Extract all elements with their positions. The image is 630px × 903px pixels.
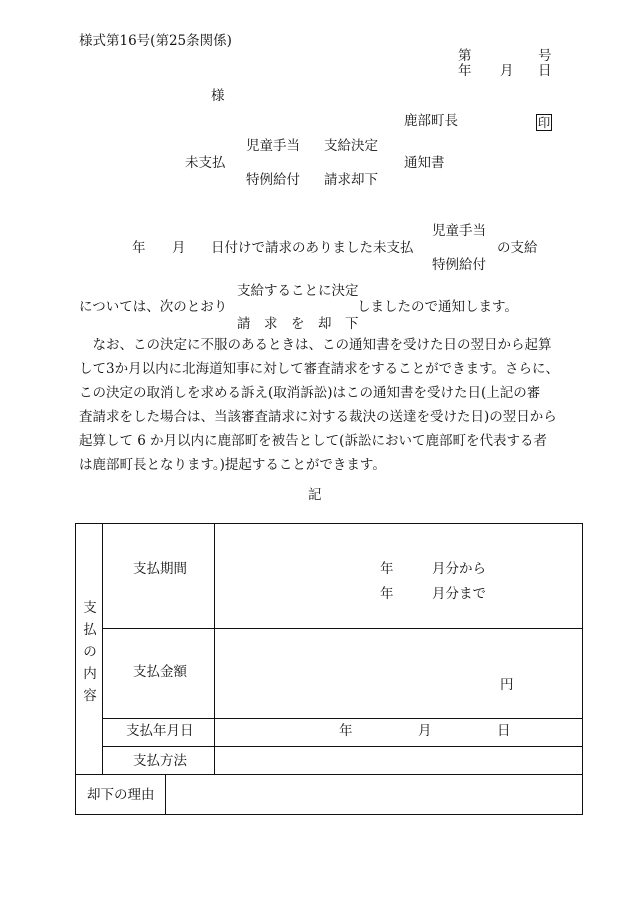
doc-date-year: 年 — [458, 63, 472, 79]
body-allowance-top: 児童手当 — [432, 223, 486, 239]
rejection-label: 却下の理由 — [87, 787, 155, 803]
body-line2-end: しましたので通知します。 — [357, 299, 518, 315]
table-line — [76, 774, 583, 775]
group-label-char: 内 — [83, 666, 97, 682]
group-label-char: 容 — [83, 688, 97, 704]
period-from-month: 月分から — [432, 561, 486, 577]
title-allowance-top: 児童手当 — [246, 138, 300, 154]
title-allowance-bottom: 特例給付 — [246, 172, 300, 188]
notice-line: して3か月以内に北海道知事に対して審査請求をすることができます。さらに、 — [79, 361, 560, 377]
group-label — [83, 597, 97, 707]
issuer-name: 鹿部町長 — [404, 113, 458, 129]
body-line1-text: 日付けで請求のありました未支払 — [211, 240, 414, 256]
notice-line: この決定の取消しを求める訴え(取消訴訟)はこの通知書を受けた日(上記の審 — [79, 385, 541, 401]
table-line — [102, 628, 583, 629]
body-year: 年 — [132, 240, 146, 256]
body-allowance-bottom: 特例給付 — [432, 257, 486, 273]
notice-line: 起算して 6 か月以内に鹿部町を被告として(訴訟において鹿部町を代表する者 — [79, 433, 547, 449]
doc-date-day: 日 — [538, 63, 552, 79]
notice-line: は鹿部町長となります。)提起することができます。 — [79, 457, 386, 473]
title-decision-bottom: 請求却下 — [324, 172, 378, 188]
period-from-year: 年 — [380, 561, 394, 577]
date-month: 月 — [418, 723, 432, 739]
period-label: 支払期間 — [133, 561, 187, 577]
group-label-char: 払 — [83, 622, 97, 638]
ki-heading: 記 — [308, 487, 322, 503]
group-label-char: 支 — [83, 600, 97, 616]
table-line — [165, 774, 166, 815]
period-to-year: 年 — [380, 586, 394, 602]
method-label: 支払方法 — [133, 753, 187, 769]
body-month: 月 — [172, 240, 186, 256]
body-line1-end: の支給 — [497, 240, 538, 256]
body-decision-top: 支給することに決定 — [237, 283, 359, 299]
table-line — [214, 524, 215, 774]
amount-unit: 円 — [500, 677, 514, 693]
title-decision-top: 支給決定 — [324, 138, 378, 154]
period-to-month: 月分まで — [432, 586, 486, 602]
title-left: 未支払 — [185, 155, 226, 171]
title-right: 通知書 — [404, 155, 445, 171]
notice-line: なお、この決定に不服のあるときは、この通知書を受けた日の翌日から起算 — [79, 337, 552, 353]
payment-table — [75, 523, 583, 815]
amount-label: 支払金額 — [133, 664, 187, 680]
doc-date-month: 月 — [500, 63, 514, 79]
form-number: 様式第16号(第25条関係) — [79, 33, 232, 49]
doc-number-go: 号 — [538, 48, 552, 64]
table-line — [102, 746, 583, 747]
date-day: 日 — [497, 723, 511, 739]
doc-number-dai: 第 — [458, 48, 472, 64]
group-label-char: の — [83, 644, 97, 660]
notice-line: 査請求をした場合は、当該審査請求に対する裁決の送達を受けた日)の翌日から — [79, 409, 557, 425]
table-line — [102, 718, 583, 719]
body-line2-start: については、次のとおり — [79, 299, 228, 315]
addressee-suffix: 様 — [211, 88, 225, 104]
body-decision-bottom: 請 求 を 却 下 — [237, 316, 359, 332]
table-line — [102, 524, 103, 774]
date-year: 年 — [339, 723, 353, 739]
date-label: 支払年月日 — [126, 723, 194, 739]
seal-mark: 印 — [537, 115, 551, 130]
notice-paragraph — [79, 333, 585, 477]
